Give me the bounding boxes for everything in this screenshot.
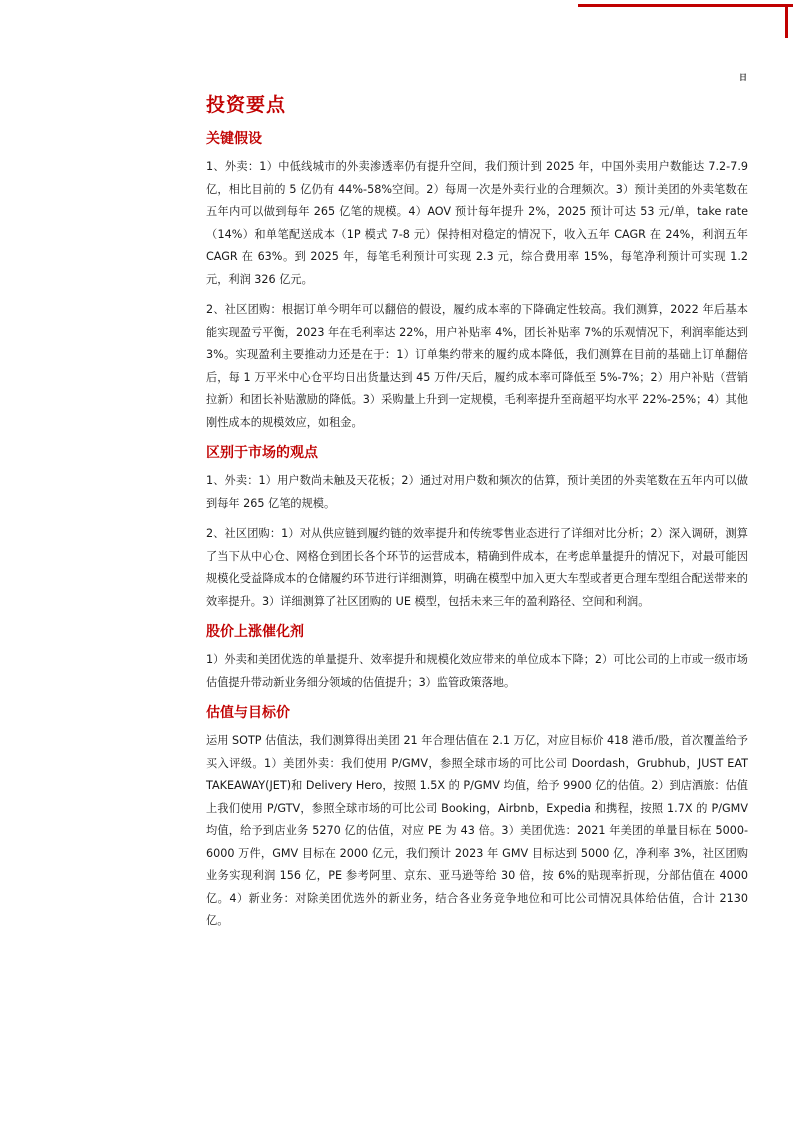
corner-line-vertical	[785, 4, 788, 38]
section-title: 股价上涨催化剂	[206, 624, 304, 640]
page-title: 投资要点	[206, 94, 287, 116]
section-title: 关键假设	[206, 131, 262, 147]
section-catalysts	[206, 621, 748, 694]
page-mark: 日	[739, 73, 747, 82]
section-valuation	[206, 702, 748, 933]
report-content	[206, 88, 748, 941]
corner-line-horizontal	[578, 4, 793, 7]
section-key-assumptions	[206, 128, 748, 434]
paragraph: 2、社区团购：根据订单今明年可以翻倍的假设，履约成本率的下降确定性较高。我们测算，2022 年后基本能实现盈亏平衡，2023 年在毛利率达 22%，用户补贴率 4%，团长补贴率 7%的乐观情况下，利润率能达到 3%。实现盈利主要推动力还是在于：1）订单集约带来的履约成本降低，我们测算在目前的基础上订单翻倍后，每 1 万平米中心仓平均日出货量达到 45 万件/天后，履约成本率可降低至 5%-7%；2）用户补贴（营销拉新）和团长补贴激励的降低。3）采购量上升到一定规模，毛利率提升至商超平均水平 22%-25%；4）其他刚性成本的规模效应，如租金。	[206, 303, 748, 429]
section-title: 区别于市场的观点	[206, 445, 318, 461]
section-title: 估值与目标价	[206, 705, 290, 721]
paragraph: 1）外卖和美团优选的单量提升、效率提升和规模化效应带来的单位成本下降；2）可比公司的上市或一级市场估值提升带动新业务细分领域的估值提升；3）监管政策落地。	[206, 653, 748, 689]
paragraph: 1、外卖：1）中低线城市的外卖渗透率仍有提升空间，我们预计到 2025 年，中国外卖用户数能达 7.2-7.9 亿，相比目前的 5 亿仍有 44%-58%空间。2）每周一次是外卖行业的合理频次。3）预计美团的外卖笔数在五年内可以做到每年 265 亿笔的规模。4）AOV 预计每年提升 2%，2025 预计可达 53 元/单，take rate（14%）和单笔配送成本（1P 模式 7-8 元）保持相对稳定的情况下，收入五年 CAGR 在 24%，利润五年 CAGR 在 63%。到 2025 年，每笔毛利预计可实现 2.3 元，综合费用率 15%，每笔净利预计可实现 1.2 元，利润 326 亿元。	[206, 160, 748, 286]
paragraph: 1、外卖：1）用户数尚未触及天花板；2）通过对用户数和频次的估算，预计美团的外卖笔数在五年内可以做到每年 265 亿笔的规模。	[206, 474, 748, 510]
paragraph: 2、社区团购：1）对从供应链到履约链的效率提升和传统零售业态进行了详细对比分析；2）深入调研，测算了当下从中心仓、网格仓到团长各个环节的运营成本，精确到件成本，在考虑单量提升的情况下，对最可能因规模化受益降成本的仓储履约环节进行详细测算，明确在模型中加入更大车型或者更合理车型组合配送带来的效率提升。3）详细测算了社区团购的 UE 模型，包括未来三年的盈利路径、空间和利润。	[206, 527, 748, 608]
section-differentiated-view	[206, 442, 748, 613]
paragraph: 运用 SOTP 估值法，我们测算得出美团 21 年合理估值在 2.1 万亿，对应目标价 418 港币/股，首次覆盖给予买入评级。1）美团外卖：我们使用 P/GMV，参照全球市场的可比公司 Doordash，Grubhub，JUST EAT TAKEAWAY(JET)和 Delivery Hero，按照 1.5X 的 P/GMV 均值，给予 9900 亿的估值。2）到店酒旅：估值上我们使用 P/GTV，参照全球市场的可比公司 Booking，Airbnb，Expedia 和携程，按照 1.7X 的 P/GMV 均值，给予到店业务 5270 亿的估值，对应 PE 为 43 倍。3）美团优选：2021 年美团的单量目标在 5000-6000 万件，GMV 目标在 2000 亿元，我们预计 2023 年 GMV 目标达到 5000 亿，净利率 3%，社区团购业务实现利润 156 亿，PE 参考阿里、京东、亚马逊等给 30 倍，按 6%的贴现率折现，分部估值在 4000 亿。4）新业务：对除美团优选外的新业务，结合各业务竞争地位和可比公司情况具体给估值，合计 2130 亿。	[206, 734, 748, 927]
